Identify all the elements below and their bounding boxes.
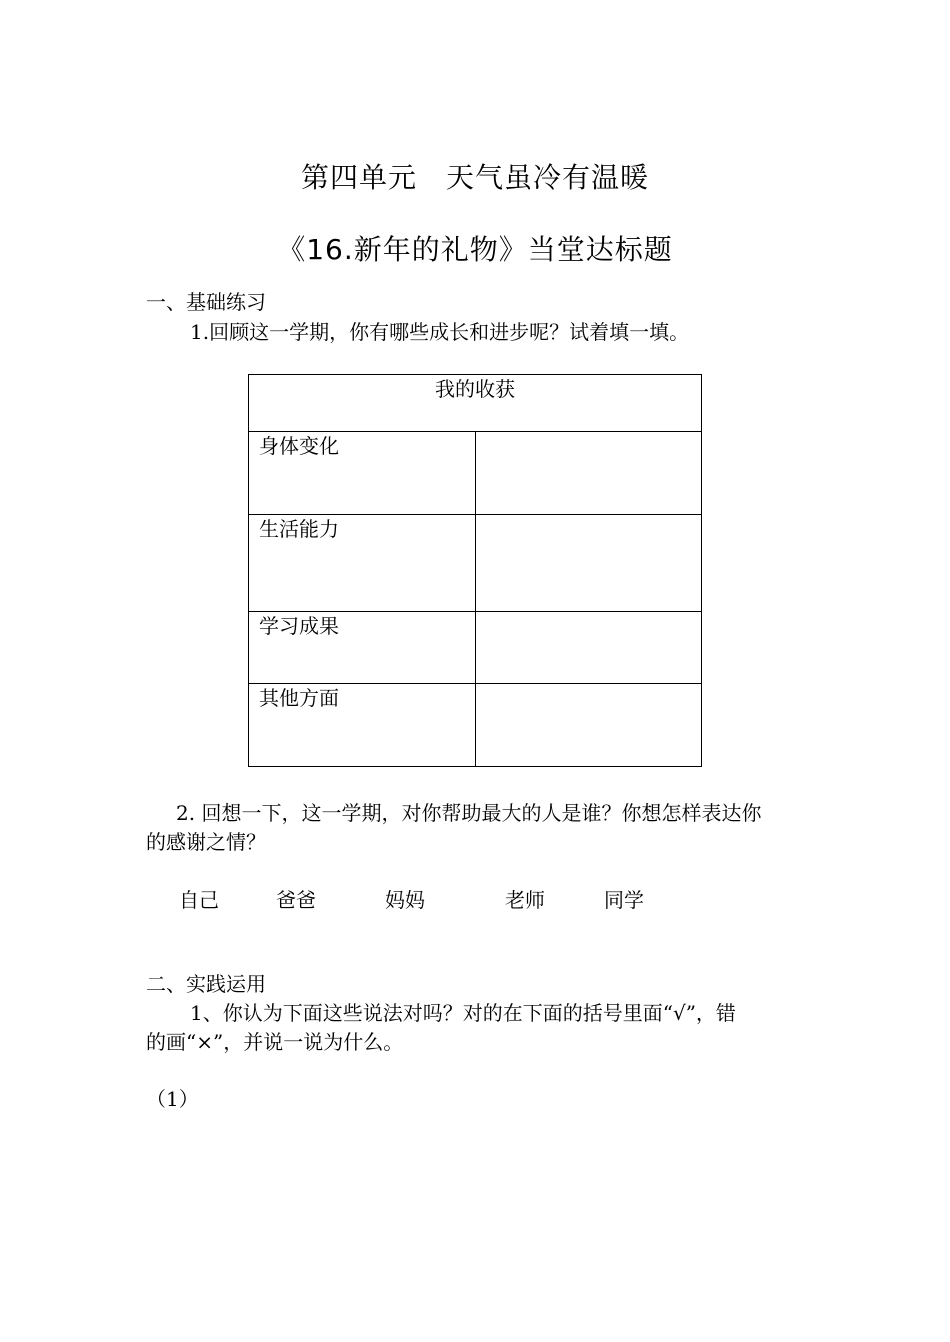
table-row: [249, 515, 702, 612]
answer-cell-study-results[interactable]: [475, 612, 702, 684]
option-classmate: 同学: [604, 888, 644, 912]
option-mom: 妈妈: [385, 888, 425, 912]
answer-cell-other-aspects[interactable]: [475, 684, 702, 767]
section2-question-1-line2: 的画“×”，并说一说为什么。: [146, 1030, 404, 1054]
question-2-line1: 2. 回想一下，这一学期，对你帮助最大的人是谁？你想怎样表达你: [176, 801, 762, 825]
answer-cell-body-change[interactable]: [475, 432, 702, 515]
table-header: 我的收获: [249, 375, 702, 432]
row-label-other-aspects: 其他方面: [249, 684, 476, 767]
harvest-table: [248, 374, 702, 767]
item-1-label: （1）: [146, 1087, 199, 1111]
option-dad: 爸爸: [276, 888, 316, 912]
question-1: 1.回顾这一学期，你有哪些成长和进步呢？试着填一填。: [190, 320, 690, 344]
section2-question-1-line1: 1、你认为下面这些说法对吗？对的在下面的括号里面“√”，错: [190, 1001, 736, 1025]
row-label-body-change: 身体变化: [249, 432, 476, 515]
person-options: [0, 884, 950, 914]
row-label-study-results: 学习成果: [249, 612, 476, 684]
lesson-title: 《16.新年的礼物》当堂达标题: [277, 233, 673, 266]
question-2-line2: 的感谢之情？: [146, 830, 266, 854]
unit-title: 第四单元 天气虽冷有温暖: [300, 161, 649, 194]
answer-cell-life-skills[interactable]: [475, 515, 702, 612]
table-row: [249, 432, 702, 515]
row-label-life-skills: 生活能力: [249, 515, 476, 612]
option-teacher: 老师: [505, 888, 545, 912]
option-self: 自己: [179, 888, 219, 912]
section1-heading: 一、基础练习: [146, 290, 266, 314]
table-row: [249, 612, 702, 684]
section2-heading: 二、实践运用: [146, 972, 266, 996]
table-row: [249, 684, 702, 767]
